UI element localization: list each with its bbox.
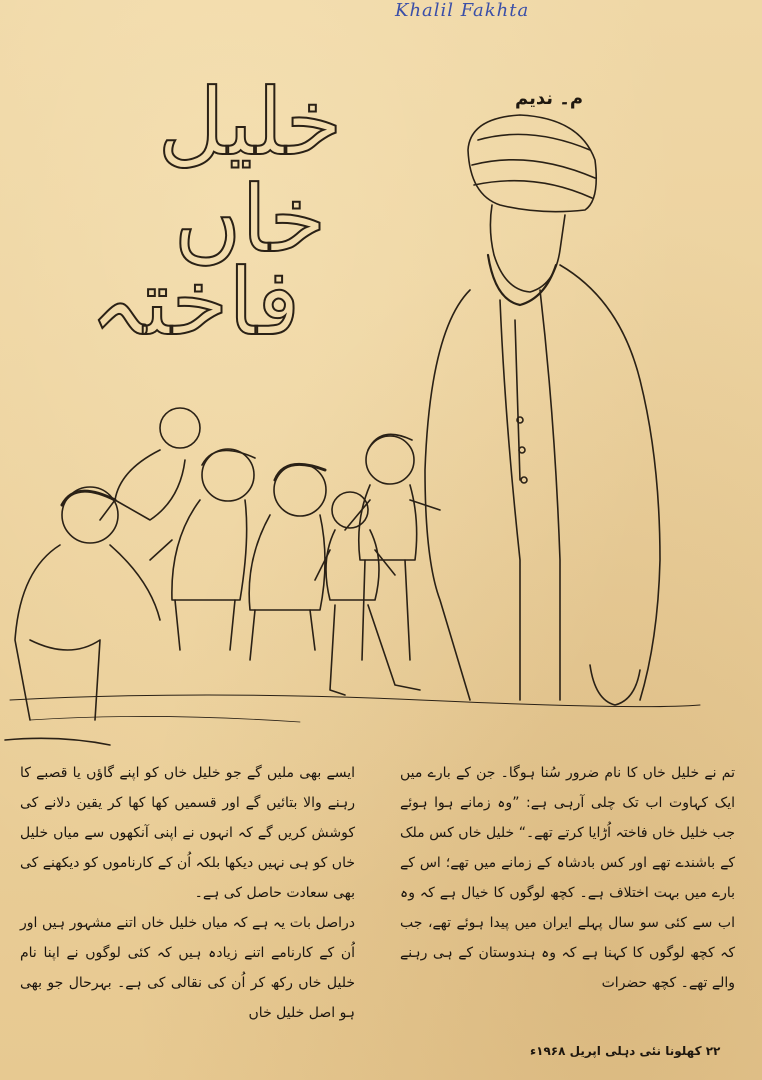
boy-head	[160, 408, 200, 448]
paragraph: دراصل بات یہ ہے کہ میاں خلیل خاں اتنے مشہور ہیں اور اُن کے کارنامے اتنے زیادہ ہیں کہ کئی لوگوں نے اپنا نام خلیل خاں رکھ کر اُن کی نقالی کی ہے۔ بہرحال جو بھی ہو اصل خلیل خاں	[20, 915, 355, 1021]
face	[490, 205, 565, 292]
author-name: م۔ ندیم	[515, 88, 584, 109]
coat	[425, 265, 660, 700]
elder-man-icon	[425, 115, 660, 705]
boy-icon	[315, 492, 420, 695]
beard	[488, 255, 556, 305]
title-line-2: فاختہ	[89, 249, 301, 356]
ground-line	[10, 695, 700, 707]
hand	[590, 665, 640, 705]
boy-icon	[249, 464, 326, 660]
boy-head	[202, 449, 254, 501]
handwritten-annotation: Khalil Fakhta	[395, 0, 530, 21]
text-column-right	[400, 758, 735, 998]
page-footer: ۲۲ کھلونا نئی دہلی اپریل ۱۹۶۸ء	[530, 1044, 721, 1058]
paragraph: تم نے خلیل خاں کا نام ضرور سُنا ہوگا۔ جن کے بارے میں ایک کہاوت اب تک چلی آرہی ہے: ”وہ زمانے ہوا ہوئے جب خلیل خاں فاختہ اُڑایا کرتے تھے۔“ خلیل خاں کس ملک کے باشندے تھے اور کس بادشاہ کے زمانے میں تھے؛ اس کے بارے میں بہت اختلاف ہے۔ کچھ لوگوں کا خیال ہے کہ وہ اب سے کئی سو سال پہلے ایران میں پیدا ہوئے تھے، جب کہ کچھ لوگوں کا کہنا ہے کہ وہ ہندوستان کے ہی رہنے والے تھے۔ کچھ حضرات	[400, 765, 735, 991]
boy-icon	[150, 449, 255, 650]
turban	[468, 115, 596, 212]
boy-icon	[5, 487, 160, 745]
title-line-1: خلیل خاں	[157, 69, 343, 273]
paragraph: ایسے بھی ملیں گے جو خلیل خاں کو اپنے گاؤں یا قصبے کا رہنے والا بتائیں گے اور قسمیں کھا کھا کر یقین دلانے کی کوشش کریں گے کہ انہوں نے اپنی آنکھوں سے میاں خلیل خاں کو ہی نہیں دیکھا بلکہ اُن کے کارناموں کو دیکھنے کی بھی سعادت حاصل کی ہے۔	[20, 765, 355, 901]
text-column-left	[20, 758, 355, 1028]
